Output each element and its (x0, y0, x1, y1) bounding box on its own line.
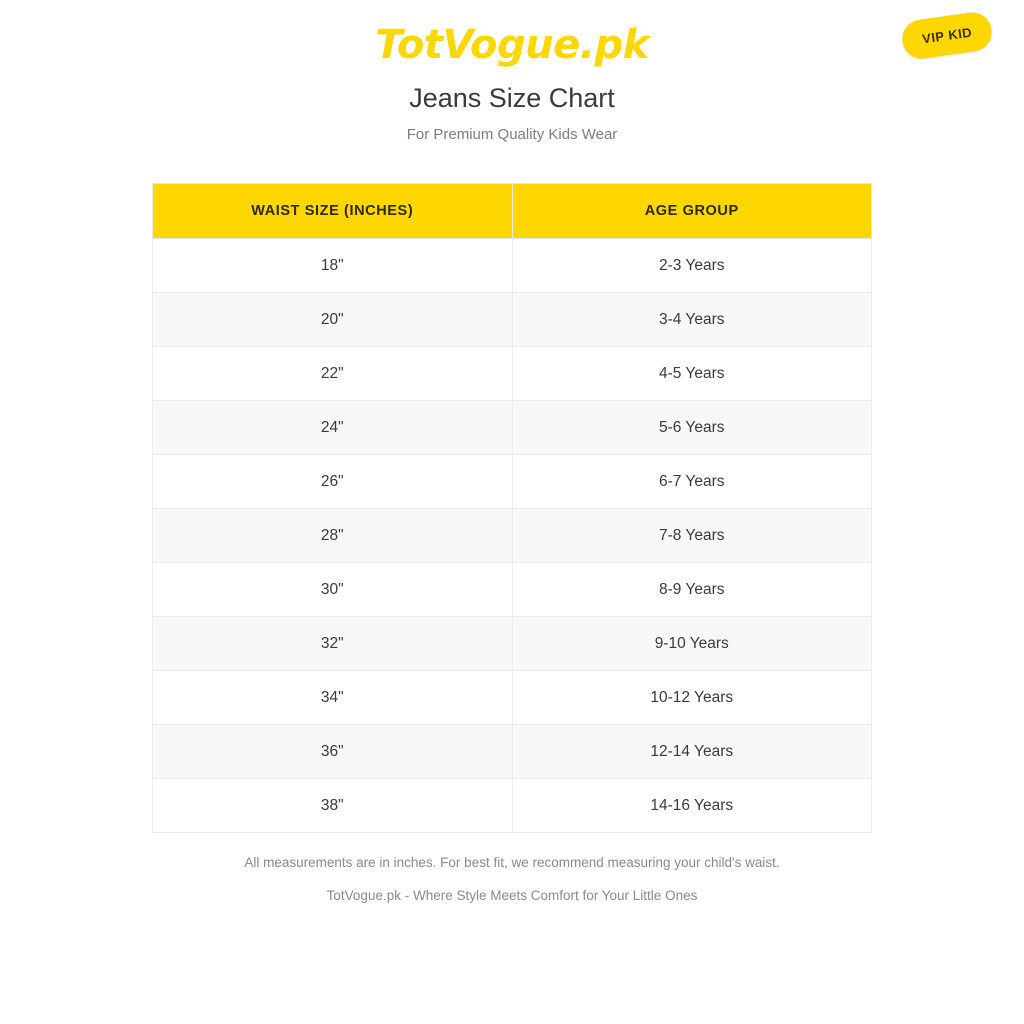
column-header-waist: WAIST SIZE (INCHES) (153, 184, 513, 239)
cell-age-group: 3-4 Years (512, 293, 872, 347)
vip-kid-badge-label: VIP KID (920, 24, 973, 47)
cell-waist-size: 20" (153, 293, 513, 347)
table-row (153, 509, 872, 563)
cell-age-group: 14-16 Years (512, 779, 872, 833)
brand-logo: TotVogue.pk (375, 22, 649, 68)
footer-tagline: TotVogue.pk - Where Style Meets Comfort for Your Little Ones (326, 887, 698, 903)
page-header (0, 0, 1024, 143)
cell-age-group: 9-10 Years (512, 617, 872, 671)
size-table-body (153, 239, 872, 833)
table-row (153, 671, 872, 725)
table-row (153, 293, 872, 347)
table-row (153, 617, 872, 671)
cell-waist-size: 32" (153, 617, 513, 671)
table-row (153, 563, 872, 617)
cell-age-group: 7-8 Years (512, 509, 872, 563)
table-row (153, 725, 872, 779)
cell-age-group: 2-3 Years (512, 239, 872, 293)
size-table-container (152, 183, 872, 833)
cell-waist-size: 22" (153, 347, 513, 401)
cell-waist-size: 28" (153, 509, 513, 563)
cell-waist-size: 18" (153, 239, 513, 293)
table-row (153, 401, 872, 455)
cell-waist-size: 34" (153, 671, 513, 725)
cell-waist-size: 30" (153, 563, 513, 617)
table-row (153, 779, 872, 833)
table-row (153, 455, 872, 509)
size-table (152, 183, 872, 833)
cell-waist-size: 26" (153, 455, 513, 509)
page-footer (0, 855, 1024, 903)
cell-age-group: 10-12 Years (512, 671, 872, 725)
cell-age-group: 6-7 Years (512, 455, 872, 509)
size-table-head (153, 184, 872, 239)
column-header-age: AGE GROUP (512, 184, 872, 239)
cell-waist-size: 38" (153, 779, 513, 833)
cell-age-group: 8-9 Years (512, 563, 872, 617)
cell-age-group: 4-5 Years (512, 347, 872, 401)
cell-age-group: 12-14 Years (512, 725, 872, 779)
cell-waist-size: 24" (153, 401, 513, 455)
table-row (153, 239, 872, 293)
cell-waist-size: 36" (153, 725, 513, 779)
table-row (153, 347, 872, 401)
page-subtitle: For Premium Quality Kids Wear (406, 126, 618, 144)
cell-age-group: 5-6 Years (512, 401, 872, 455)
footer-note: All measurements are in inches. For best fit, we recommend measuring your child's waist. (244, 855, 780, 871)
page-title: Jeans Size Chart (409, 83, 615, 113)
table-header-row (153, 184, 872, 239)
